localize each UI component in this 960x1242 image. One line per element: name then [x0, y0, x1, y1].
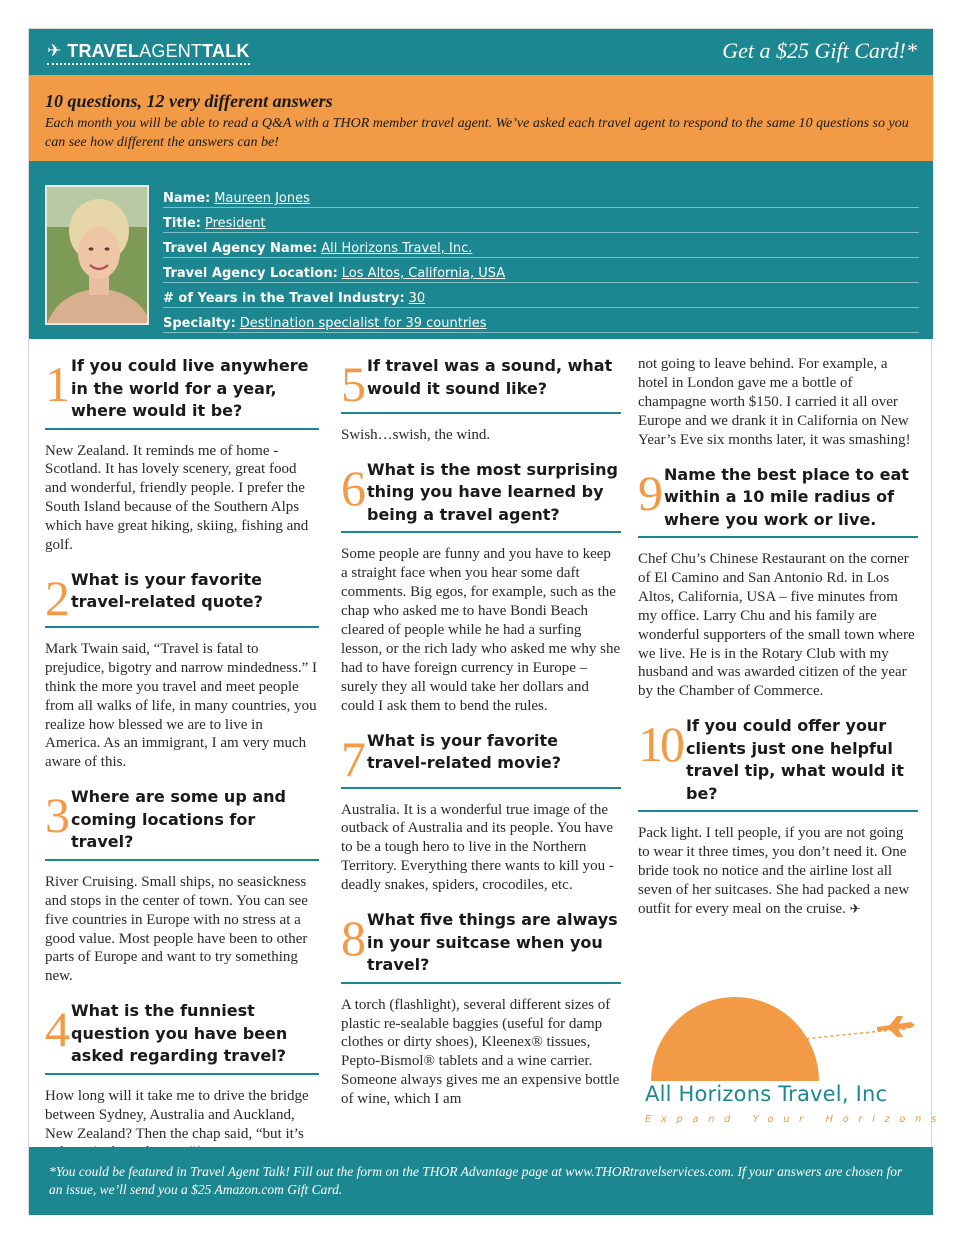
question-number: 9: [638, 464, 660, 521]
answer-1: New Zealand. It reminds me of home - Scotland. It has lovely scenery, great food and wonderful, friendly people. I prefer the South Island because of the Southern Alps which have great hiking, skiing, fishing and golf.: [45, 442, 309, 554]
question-number: 5: [341, 356, 363, 412]
question-7: [341, 730, 621, 789]
question-8: [341, 909, 621, 984]
sun-plane-graphic: [641, 989, 919, 1081]
question-6: [341, 459, 621, 534]
question-text: Name the best place to eat within a 10 mile radius of where you work or live.: [664, 464, 909, 529]
answer-7: Australia. It is a wonderful true image of the outback of Australia and its people. You have to be a tough hero to live in the Northern Territory. Everything there wants to kill you - deadly snakes, spiders, crocodiles, etc.: [341, 801, 614, 894]
question-text: If you could live anywhere in the world for a year, where would it be?: [71, 356, 309, 420]
question-number: 6: [341, 459, 363, 516]
answer-10: Pack light. I tell people, if you are not going to wear it three times, you don’t need it. One bride took no notice and the airline lost all seven of her suitcases. She had packed a new outfit for every meal on the cruise. ✈: [638, 825, 910, 917]
question-number: 10: [638, 716, 682, 773]
plane-icon: ✈: [849, 901, 861, 917]
header-bar: [29, 29, 933, 75]
answer-2: Mark Twain said, “Travel is fatal to prejudice, bigotry and narrow mindedness.” I think the more you travel and meet people from all walks of life, in many countries, you realize how blessed we are to live in America. As an immigrant, I am very much aware of this.: [45, 640, 317, 771]
question-number: 1: [45, 356, 67, 412]
question-number: 7: [341, 730, 363, 787]
answer-4: How long will it take me to drive the bridge between Sydney, Australia and Auckland, New Zealand? Then the chap said, “but it’s: [45, 1087, 309, 1142]
question-text: Where are some up and coming locations for travel?: [71, 787, 286, 852]
column-2: [341, 355, 621, 1123]
agent-profile: [29, 161, 933, 339]
answer-3: River Cruising. Small ships, no seasickness and stops in the center of town. You can see five countries in Europe with no stress at a good value. Most people have been to other parts of Europe and want to try something new.: [45, 873, 308, 985]
brand-word-talk: TALK: [202, 40, 250, 61]
profile-fields: [163, 183, 919, 333]
question-text: What is the funniest question you have been asked regarding travel?: [71, 1001, 288, 1066]
column-3: [638, 355, 918, 934]
question-text: If you could offer your clients just one helpful travel tip, what would it be?: [686, 716, 904, 803]
agency-logo: [641, 989, 946, 1139]
logo-name: All Horizons Travel, Inc: [645, 1082, 888, 1106]
column-1: [45, 355, 319, 1176]
profile-name: Name: Maureen Jones: [163, 183, 919, 208]
profile-agency-location: Travel Agency Location: Los Altos, California, USA: [163, 258, 919, 283]
question-10: [638, 715, 918, 812]
gift-card-banner: Get a $25 Gift Card!*: [722, 38, 917, 63]
question-3: [45, 786, 319, 861]
plane-icon: ✈: [47, 41, 62, 61]
profile-specialty: Specialty: Destination specialist for 39 countries: [163, 308, 919, 333]
question-9: [638, 464, 918, 539]
question-text: What is the most surprising thing you have learned by being a travel agent?: [367, 459, 618, 524]
brand-word-agent: AGENT: [139, 40, 203, 61]
profile-photo: [45, 185, 149, 325]
intro-title: 10 questions, 12 very different answers: [45, 91, 333, 111]
question-text: What five things are always in your suitcase when you travel?: [367, 910, 618, 975]
answer-8-continued: not going to leave behind. For example, a hotel in London gave me a bottle of champagne worth $150. I carried it all over Europe and we drank it in California on New Year’s Eve six months later, it was smashing!: [638, 356, 911, 448]
intro-text: Each month you will be able to read a Q&A with a THOR member travel agent. We’ve asked each travel agent to respond to the same 10 questions so you can see how different the answers can be!: [45, 116, 909, 150]
answer-6: Some people are funny and you have to keep a straight face when you hear some daft comments. Big egos, for example, such as the chap who asked me to have Bondi Beach cleared of people while he had a surfing lesson, or the rich lady who asked me why she had to have foreign currency in Europe – surely they all would take her dollars and could I ask them to bend the rules.: [341, 546, 621, 714]
question-2: [45, 569, 319, 628]
question-number: 8: [341, 910, 363, 967]
question-number: 2: [45, 569, 67, 626]
newsletter-page: [28, 28, 946, 1214]
question-text: What is your favorite travel-related movie?: [367, 730, 561, 773]
brand-logo: [47, 41, 250, 65]
question-number: 4: [45, 1001, 67, 1058]
answer-5: Swish…swish, the wind.: [341, 427, 491, 443]
question-text: What is your favorite travel-related quote?: [71, 569, 263, 612]
intro-panel: [29, 75, 933, 161]
profile-agency-name: Travel Agency Name: All Horizons Travel, Inc.: [163, 233, 919, 258]
footer-note: *You could be featured in Travel Agent Talk! Fill out the form on the THOR Advantage page at www.THORtravelservices.com. If your answers are chosen for an issue, we’ll send you a $25 Amazon.com Gift Card.: [29, 1147, 933, 1215]
answer-8: A torch (flashlight), several different sizes of plastic re-sealable baggies (useful for damp clothes or dirty shoes), Kleenex® tissues, Pepto-Bismol® tablets and a wine carrier. Someone always gives me an expensive bottle of wine, which I am: [341, 996, 620, 1108]
brand-word-travel: TRAVEL: [67, 40, 140, 61]
question-number: 3: [45, 787, 67, 844]
profile-years: # of Years in the Travel Industry: 30: [163, 283, 919, 308]
question-5: [341, 355, 621, 414]
question-4: [45, 1000, 319, 1075]
logo-tagline: Expand Your Horizons: [645, 1114, 946, 1125]
profile-title: Title: President: [163, 208, 919, 233]
question-text: If travel was a sound, what would it sound like?: [367, 356, 613, 398]
question-1: [45, 355, 319, 430]
answer-9: Chef Chu’s Chinese Restaurant on the corner of El Camino and San Antonio Rd. in Los Altos, California, USA – five minutes from my office. Larry Chu and his family are wonderful supporters of the small town where we live. He is in the Rotary Club with my husband and was awarded citizen of the year by the Chamber of Commerce.: [638, 551, 915, 700]
